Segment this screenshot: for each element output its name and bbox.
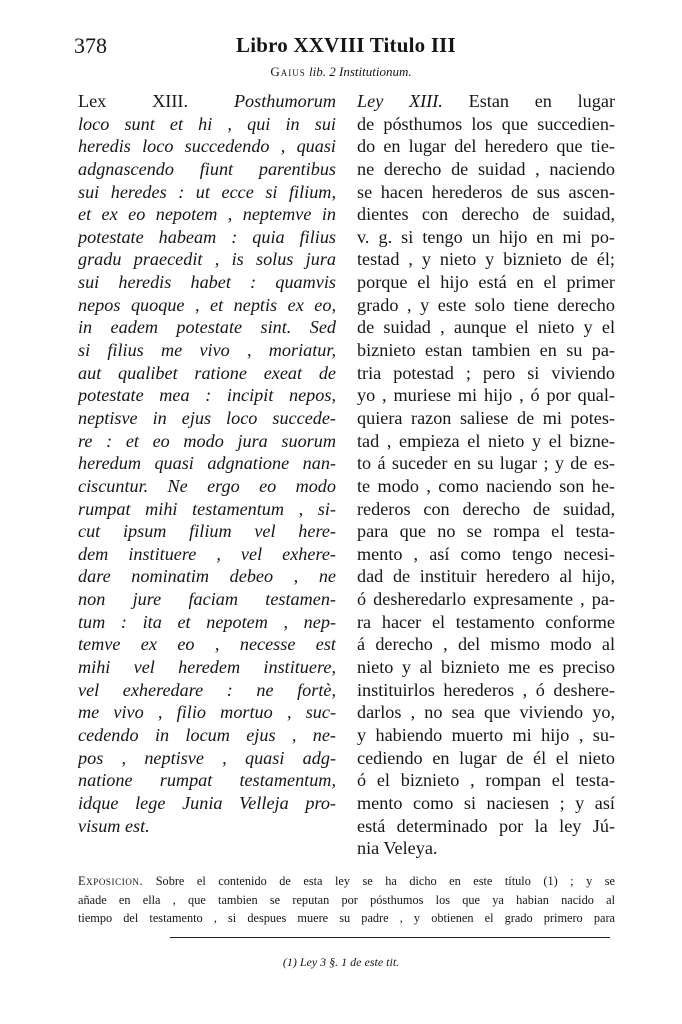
latin-line: natione rumpat testamentum, xyxy=(78,770,336,791)
exposition-heading: Exposicion. xyxy=(78,874,144,888)
spanish-line: está determinado por la ley Jú- xyxy=(357,815,615,836)
spanish-line: darlos , no sea que viviendo yo, xyxy=(357,702,615,723)
spanish-line: tad , empieza el nieto y el bizne- xyxy=(357,430,615,451)
exposition-first-text: Sobre el contenido de esta ley se ha dicho en este título (1) ; y se xyxy=(155,874,615,888)
latin-line: rumpat mihi testamentum , si- xyxy=(78,498,336,519)
latin-line: loco sunt et hi , qui in sui xyxy=(78,113,336,134)
spanish-line: para que no se rompa el testa- xyxy=(357,521,615,542)
latin-law-label: Lex XIII. xyxy=(78,91,189,111)
spanish-line: se hacen herederos de sus ascen- xyxy=(357,181,615,202)
spanish-line: instituirlos herederos , ó deshere- xyxy=(357,679,615,700)
spanish-line: á derecho , del mismo modo al xyxy=(357,634,615,655)
spanish-line: de suidad , aunque el nieto y el xyxy=(357,317,615,338)
latin-line: adgnascendo fiunt parentibus xyxy=(78,158,336,179)
spanish-line: ne derecho de suidad , naciendo xyxy=(357,158,615,179)
latin-line: heredis loco succedendo , quasi xyxy=(78,136,336,157)
spanish-line xyxy=(357,90,615,113)
latin-line: nepos quoque , et neptis ex eo, xyxy=(78,294,336,315)
spanish-line: biznieto estan tambien en su pa- xyxy=(357,340,615,361)
source-author: Gaius xyxy=(270,64,306,79)
latin-line: pos , neptisve , quasi adg- xyxy=(78,747,336,768)
latin-line: aut qualibet ratione exeat de xyxy=(78,362,336,383)
spanish-line: nia Veleya. xyxy=(357,838,438,859)
latin-line: re : et eo modo jura suorum xyxy=(78,430,336,451)
latin-line: potestate mea : incipit nepos, xyxy=(78,385,336,406)
latin-line: sui heredis habet : quamvis xyxy=(78,272,336,293)
spanish-line: de pósthumos los que succedien- xyxy=(357,113,615,134)
spanish-line: grado , y este solo tiene derecho xyxy=(357,294,615,315)
latin-column xyxy=(78,90,336,837)
spanish-line: to á suceder en su lugar ; y de es- xyxy=(357,453,615,474)
latin-line: cedendo in locum ejus , ne- xyxy=(78,724,336,745)
spanish-line: nieto y al biznieto me es preciso xyxy=(357,657,615,678)
latin-line: heredum quasi adgnatione nan- xyxy=(78,453,336,474)
spanish-line: rederos con derecho de suidad, xyxy=(357,498,615,519)
latin-line: ciscuntur. Ne ergo eo modo xyxy=(78,475,336,496)
spanish-law-label: Ley XIII. xyxy=(357,91,443,111)
running-head: Libro XXVIII Titulo III xyxy=(236,33,456,57)
spanish-line: mento , así como tengo necesi- xyxy=(357,543,615,564)
exposition-line: añade en ella , que tambien se reputan por pósthumos los que ya habian nacido al xyxy=(78,892,615,907)
latin-line: in eadem potestate sint. Sed xyxy=(78,317,336,338)
exposition-line: tiempo del testamento , si despues muere su padre , y obtienen el grado primero para xyxy=(78,911,615,926)
latin-line: et ex eo nepotem , neptemve in xyxy=(78,204,336,225)
latin-line: potestate habeam : quia filius xyxy=(78,226,336,247)
latin-line: mihi vel heredem instituere, xyxy=(78,657,336,678)
spanish-line: tria potestad ; pero si viviendo xyxy=(357,362,615,383)
spanish-line: v. g. si tengo un hijo en mi po- xyxy=(357,226,615,247)
latin-line: temve ex eo , necesse est xyxy=(78,634,336,655)
footnote: (1) Ley 3 §. 1 de este tit. xyxy=(282,955,400,969)
latin-line xyxy=(78,90,336,113)
latin-line: dare nominatim debeo , ne xyxy=(78,566,336,587)
spanish-line: ó desheredarlo expresamente , pa- xyxy=(357,589,615,610)
latin-first-word: Posthumorum xyxy=(233,91,336,111)
latin-line: me vivo , filio mortuo , suc- xyxy=(78,702,336,723)
exposition-paragraph xyxy=(78,872,615,928)
latin-line: sui heredes : ut ecce si filium, xyxy=(78,181,336,202)
latin-line: si filius me vivo , moriatur, xyxy=(78,340,336,361)
latin-line: gradu praecedit , is solus jura xyxy=(78,249,336,270)
exposition-line xyxy=(78,872,615,891)
spanish-line: porque el hijo está en el primer xyxy=(357,272,615,293)
spanish-line: do en lugar del heredero que tie- xyxy=(357,136,615,157)
latin-line: tum : ita et nepotem , nep- xyxy=(78,611,336,632)
spanish-line: testad , y nieto y biznieto de él; xyxy=(357,249,615,270)
latin-line: vel exheredare : ne fortè, xyxy=(78,679,336,700)
latin-line: idque lege Junia Velleja pro- xyxy=(78,792,336,813)
spanish-line: cediendo en lugar de él el nieto xyxy=(357,747,615,768)
spanish-first-phrase: Estan en lugar xyxy=(468,91,615,111)
latin-line: non jure faciam testamen- xyxy=(78,589,336,610)
spanish-line: dad de instituir heredero al hijo, xyxy=(357,566,615,587)
spanish-line: ó el biznieto , rompan el testa- xyxy=(357,770,615,791)
footnote-rule xyxy=(170,937,610,938)
spanish-line: te modo , como naciendo son he- xyxy=(357,475,615,496)
latin-line: visum est. xyxy=(78,815,150,836)
spanish-line: dientes con derecho de suidad, xyxy=(357,204,615,225)
spanish-line: y habiendo muerto mi hijo , su- xyxy=(357,724,615,745)
latin-line: dem instituere , vel exhere- xyxy=(78,543,336,564)
source-citation xyxy=(0,64,682,80)
spanish-line: ra hacer el testamento conforme xyxy=(357,611,615,632)
spanish-line: mento como si naciesen ; y así xyxy=(357,792,615,813)
spanish-line: yo , muriese mi hijo , ó por qual- xyxy=(357,385,615,406)
latin-line: neptisve in ejus loco succede- xyxy=(78,407,336,428)
source-work: lib. 2 Institutionum. xyxy=(309,64,412,79)
latin-line: cut ipsum filium vel here- xyxy=(78,521,336,542)
spanish-line: quiera razon saliese de mi potes- xyxy=(357,407,615,428)
spanish-column xyxy=(357,90,615,860)
page-number: 378 xyxy=(74,33,107,58)
